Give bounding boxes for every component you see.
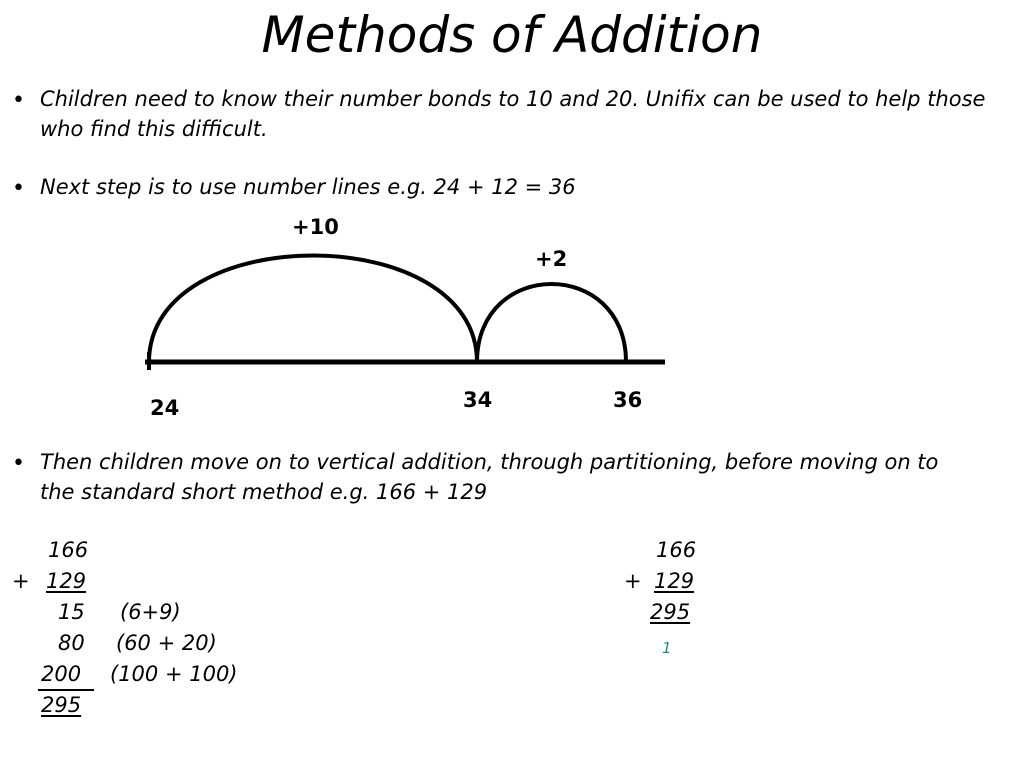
short-total: 295 [650, 600, 691, 624]
bullet-text-3: Then children move on to vertical addition, through partitioning, before moving on to the standard short method e.g. 166 + 129 [40, 450, 939, 504]
number-label-end: 36 [613, 388, 643, 412]
partition-hundreds-note: (100 + 100) [110, 662, 238, 686]
partition-tens: 80 [58, 631, 85, 655]
bullet-dot-3: • [12, 451, 25, 476]
jump-label-2: +2 [535, 247, 568, 271]
short-addend: 129 [654, 569, 695, 593]
partition-hundreds: 200 [41, 662, 82, 686]
bullet-text-2: Next step is to use number lines e.g. 24 + 12 = 36 [40, 175, 576, 199]
short-plus: + [624, 569, 642, 593]
partition-addend: 129 [46, 569, 87, 593]
jump-label-10: +10 [292, 215, 339, 239]
number-label-mid: 34 [463, 388, 493, 412]
partition-units-note: (6+9) [120, 600, 181, 624]
short-top: 166 [656, 538, 697, 562]
partition-units: 15 [58, 600, 85, 624]
partition-top: 166 [48, 538, 89, 562]
partition-tens-note: (60 + 20) [116, 631, 217, 655]
partition-sum-rule [38, 689, 94, 691]
bullet-text-1: Children need to know their number bonds to 10 and 20. Unifix can be used to help those who find this difficult. [40, 87, 986, 141]
jump-arc-2 [477, 284, 626, 362]
short-carry: 1 [662, 639, 672, 657]
bullet-dot-2: • [12, 176, 25, 201]
jump-arc-10 [149, 256, 477, 363]
page-title: Methods of Addition [261, 6, 763, 64]
bullet-dot-1: • [12, 88, 25, 113]
partition-total: 295 [41, 693, 82, 717]
number-label-start: 24 [150, 396, 180, 420]
partition-plus: + [12, 569, 30, 593]
